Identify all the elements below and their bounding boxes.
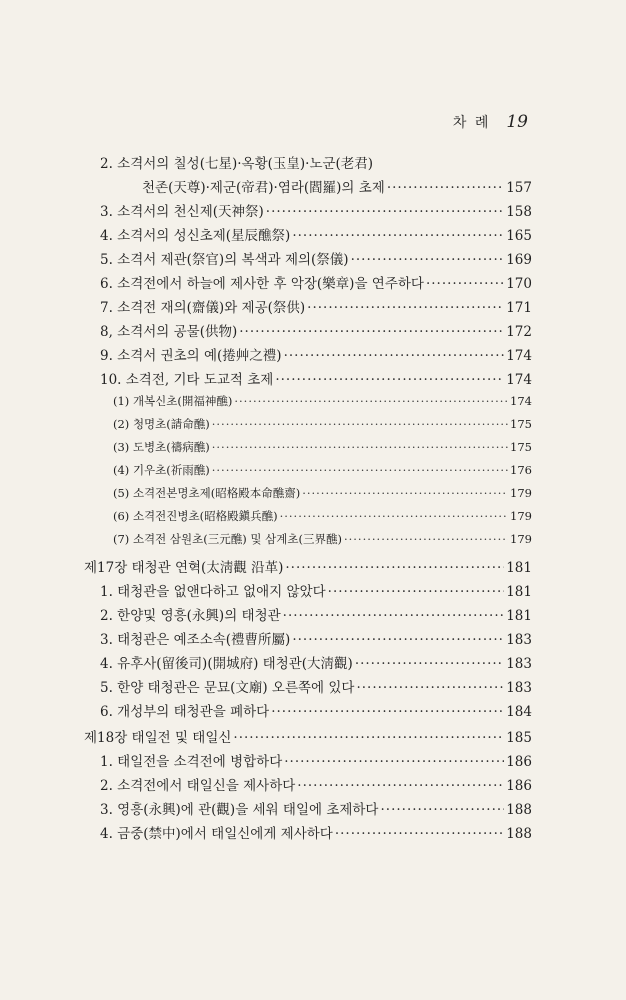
toc-entry: [100, 320, 532, 340]
toc-entry: [100, 344, 532, 364]
toc-entry: [100, 700, 532, 720]
toc-subentry: [113, 485, 532, 501]
toc-subentry: [113, 439, 532, 455]
header-section: 차 례: [452, 115, 491, 131]
toc-entry: [100, 798, 532, 818]
toc-entry-title: 4. 금중(禁中)에서 태일신에게 제사하다: [100, 826, 333, 842]
toc-entry: [100, 580, 532, 600]
toc-entry-page: 176: [510, 463, 532, 477]
toc-entry-page: 188: [506, 826, 532, 842]
dot-leader: [284, 754, 504, 770]
toc-entry-title: (5) 소격전본명초제(昭格殿本命醮齋): [113, 486, 301, 500]
toc-entry-title: 4. 소격서의 성신초제(星辰醮祭): [100, 228, 291, 244]
toc-entry-page: 181: [506, 560, 532, 576]
toc-entry-title: (7) 소격전 삼원초(三元醮) 및 삼계초(三界醮): [113, 532, 342, 546]
toc-entry-title: 제18장 태일전 및 태일신: [84, 730, 232, 746]
dot-leader: [233, 730, 504, 746]
toc-entry-page: 183: [506, 680, 532, 696]
toc-entry-title: 8, 소격서의 공물(供物): [100, 324, 238, 340]
toc-entry: [100, 750, 532, 770]
dot-leader: [344, 532, 508, 546]
toc-entry-title: 3. 소격서의 천신제(天神祭): [100, 204, 264, 220]
toc-entry-page: 183: [506, 656, 532, 672]
toc-entry-title: 3. 영흥(永興)에 관(觀)을 세워 태일에 초제하다: [100, 802, 379, 818]
toc-entry-title: 6. 소격전에서 하늘에 제사한 후 악장(樂章)을 연주하다: [100, 276, 424, 292]
toc-subentry: [113, 393, 532, 409]
toc-entry: [100, 368, 532, 388]
toc-entry-page: 165: [506, 228, 532, 244]
toc-entry: [100, 224, 532, 244]
toc-entry-page: 169: [506, 252, 532, 268]
toc-entry-title: (4) 기우초(祈雨醮): [113, 463, 210, 477]
toc-entry-page: 185: [506, 730, 532, 746]
toc-entry-page: 175: [510, 417, 532, 431]
dot-leader: [283, 608, 505, 624]
toc-entry-page: 181: [506, 584, 532, 600]
toc-entry-title: 3. 태청관은 예조소속(禮曹所屬): [100, 632, 291, 648]
toc-entry-title: 천존(天尊)·제군(帝君)·염라(閻羅)의 초제: [142, 180, 385, 196]
dot-leader: [426, 276, 504, 292]
toc-entry: [100, 822, 532, 842]
toc-entry-page: 174: [506, 348, 532, 364]
dot-leader: [297, 778, 504, 794]
toc-entry-title: 6. 개성부의 태청관을 폐하다: [100, 704, 270, 720]
toc-entry-page: 183: [506, 632, 532, 648]
toc-entry-page: 179: [510, 486, 532, 500]
dot-leader: [380, 802, 504, 818]
toc-entry-title: (1) 개복신초(開福神醮): [113, 394, 233, 408]
dot-leader: [328, 584, 505, 600]
toc-entry: [100, 652, 532, 672]
dot-leader: [307, 300, 504, 316]
toc-entry: [100, 248, 532, 268]
toc-entry-page: 157: [506, 180, 532, 196]
dot-leader: [292, 632, 504, 648]
dot-leader: [212, 417, 508, 431]
toc-entry: [100, 628, 532, 648]
toc-entry-page: 186: [506, 778, 532, 794]
toc-entry-title: 1. 태청관을 없앤다하고 없애지 않았다: [100, 584, 326, 600]
dot-leader: [212, 440, 508, 454]
dot-leader: [234, 394, 508, 408]
dot-leader: [212, 463, 508, 477]
toc-entry-title: 9. 소격서 권초의 예(捲艸之禮): [100, 348, 282, 364]
toc-subentry: [113, 416, 532, 432]
toc-entry-page: 184: [506, 704, 532, 720]
dot-leader: [280, 509, 508, 523]
toc-entry-title: 5. 소격서 제관(祭官)의 복색과 제의(祭儀): [100, 252, 349, 268]
toc-entry-title: 2. 한양및 영흥(永興)의 태청관: [100, 608, 281, 624]
dot-leader: [335, 826, 504, 842]
toc-entry-title: 5. 한양 태청관은 문묘(文廟) 오른쪽에 있다: [100, 680, 355, 696]
running-header: [453, 112, 528, 132]
toc-entry: [100, 296, 532, 316]
toc-entry-title: 4. 유후사(留後司)(開城府) 태청관(大淸觀): [100, 656, 353, 672]
header-page-number: 19: [506, 112, 528, 132]
toc-entry-page: 171: [506, 300, 532, 316]
dot-leader: [284, 348, 505, 364]
dot-leader: [351, 252, 505, 268]
dot-leader: [356, 680, 504, 696]
toc-entry-title: 7. 소격전 재의(齋儀)와 제공(祭供): [100, 300, 306, 316]
toc-subentry: [113, 462, 532, 478]
dot-leader: [266, 204, 504, 220]
toc-entry: [100, 152, 532, 172]
toc-entry: [100, 604, 532, 624]
toc-entry-page: 179: [510, 532, 532, 546]
toc-entry: [142, 176, 532, 196]
toc-entry-page: 174: [510, 394, 532, 408]
toc-entry-page: 188: [506, 802, 532, 818]
toc-entry-page: 181: [506, 608, 532, 624]
toc-entry: [100, 676, 532, 696]
dot-leader: [239, 324, 504, 340]
toc-entry-title: 10. 소격전, 기타 도교적 초제: [100, 372, 274, 388]
toc-entry-page: 172: [506, 324, 532, 340]
toc-entry-title: (3) 도병초(禱病醮): [113, 440, 210, 454]
toc-entry-page: 175: [510, 440, 532, 454]
toc-entry: [100, 774, 532, 794]
dot-leader: [285, 560, 504, 576]
toc-entry-title: (2) 청명초(請命醮): [113, 417, 210, 431]
toc-entry-page: 179: [510, 509, 532, 523]
toc-entry-page: 170: [506, 276, 532, 292]
toc-entry: [100, 272, 532, 292]
toc-entry-title: (6) 소격전진병초(昭格殿鎭兵醮): [113, 509, 278, 523]
toc-entry: [100, 200, 532, 220]
toc-entry-page: 158: [506, 204, 532, 220]
toc-subentry: [113, 531, 532, 547]
toc-entry-title: 제17장 태청관 연혁(太淸觀 沿革): [84, 560, 284, 576]
toc-entry-page: 174: [506, 372, 532, 388]
toc-chapter: [84, 556, 532, 576]
toc-subentry: [113, 508, 532, 524]
toc-entry-title: 2. 소격서의 칠성(七星)·옥황(玉皇)·노군(老君): [100, 156, 374, 172]
dot-leader: [355, 656, 504, 672]
toc-entry-title: 2. 소격전에서 태일신을 제사하다: [100, 778, 296, 794]
dot-leader: [271, 704, 504, 720]
toc-entry-page: 186: [506, 754, 532, 770]
dot-leader: [292, 228, 504, 244]
dot-leader: [387, 180, 504, 196]
toc-entry-title: 1. 태일전을 소격전에 병합하다: [100, 754, 283, 770]
toc-chapter: [84, 726, 532, 746]
dot-leader: [275, 372, 504, 388]
dot-leader: [302, 486, 508, 500]
